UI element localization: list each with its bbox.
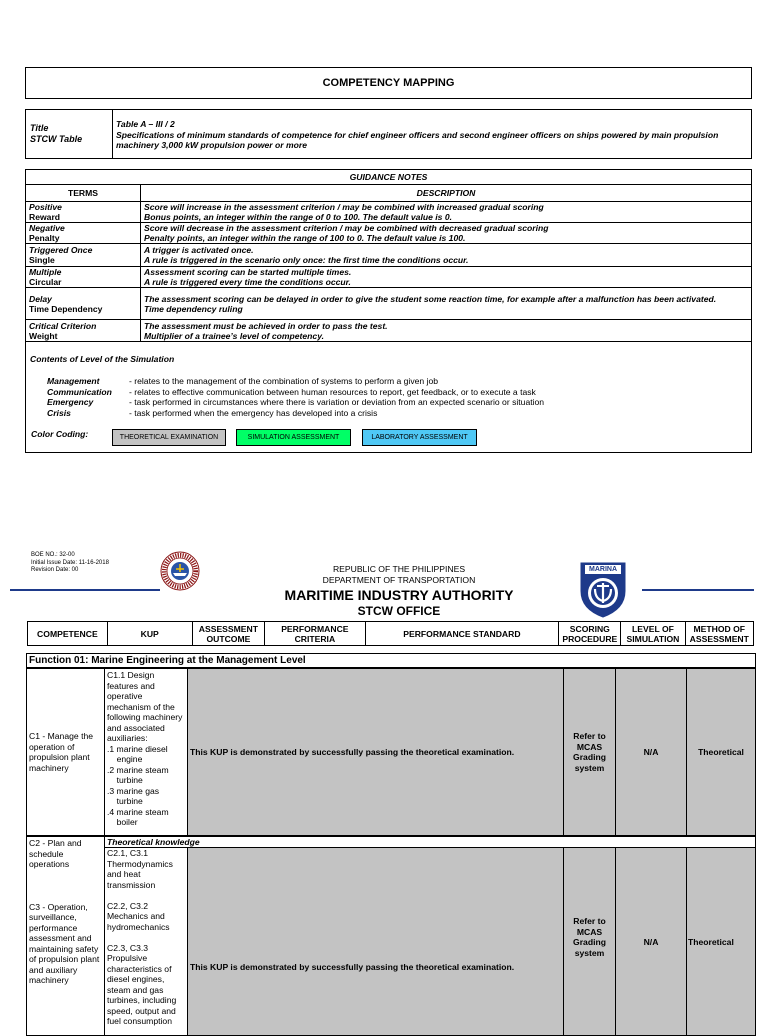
level-desc-crisis: - task performed when the emergency has developed into a crisis: [129, 407, 378, 418]
row1-standard: This KUP is demonstrated by successfully passing the theoretical examination.: [188, 669, 564, 835]
department-line: DEPARTMENT OF TRANSPORTATION: [322, 575, 476, 585]
badge-simulation: SIMULATION ASSESSMENT: [236, 429, 351, 446]
stcw-values: [116, 110, 747, 151]
competency-mapping-title: [25, 67, 752, 99]
stcw-labels: [26, 110, 113, 158]
guidance-notes-box: [25, 169, 752, 453]
guidance-row: [26, 244, 751, 267]
competency-mapping-heading: COMPETENCY MAPPING: [322, 77, 455, 89]
mapping-row-2: [26, 836, 756, 1036]
term-primary: Critical Criterion: [29, 320, 97, 331]
term-secondary: Circular: [29, 277, 62, 287]
specification-text: Specifications of minimum standards of competence for chief engineer officers and second engineer officers on ships powered by main propulsion machinery 3,000 kW propulsion power or more: [116, 129, 719, 150]
header-rule-right: [642, 589, 754, 591]
col-performance-standard: PERFORMANCE STANDARD: [365, 622, 559, 646]
row1-level: N/A: [616, 669, 687, 835]
col-level-of-simulation: LEVEL OF SIMULATION: [621, 622, 685, 646]
row2-scoring: Refer to MCAS Grading system: [564, 848, 616, 1035]
color-coding-label: Color Coding:: [31, 429, 89, 439]
authority-name: MARITIME INDUSTRY AUTHORITY: [284, 587, 514, 603]
term-primary: Multiple: [29, 267, 62, 277]
desc-line-2: Bonus points, an integer within the range of 0 to 100. The default value is 0.: [144, 212, 452, 222]
desc-line-2: Penalty points, an integer within the range of 100 to 0. The default value is 100.: [144, 233, 466, 243]
term-primary: Positive: [29, 202, 62, 212]
term-secondary: Reward: [29, 212, 61, 222]
desc-line-1: The assessment scoring can be delayed in order to give the student some reaction time, for example after a malfunction has been activated.: [144, 293, 717, 304]
guidance-row: [26, 223, 751, 244]
row2-competence-c2: C2 - Plan and schedule operations: [29, 838, 82, 869]
level-descriptions: [129, 376, 544, 418]
stcw-table-label: STCW Table: [30, 134, 83, 144]
table-reference: Table A – III / 2: [116, 119, 175, 129]
level-name-management: Management: [47, 376, 100, 386]
level-desc-communication: - relates to effective communication between human resources to report, get feedback, or to execute a task: [129, 386, 536, 397]
dotr-seal-icon: [160, 551, 200, 591]
level-desc-management: - relates to the management of the combination of systems to perform a given job: [129, 376, 439, 386]
desc-line-2: Time dependency ruling: [144, 303, 243, 314]
function-title: Function 01: Marine Engineering at the Management Level: [26, 653, 756, 668]
term-secondary: Single: [29, 255, 55, 265]
guidance-table: [26, 170, 751, 342]
level-desc-emergency: - task performed in circumstances where there is variation or deviation from an expected scenario or situation: [129, 397, 545, 407]
row2-level: N/A: [616, 848, 687, 1035]
badge-theoretical: THEORETICAL EXAMINATION: [112, 429, 226, 446]
guidance-row: [26, 267, 751, 288]
term-secondary: Penalty: [29, 233, 60, 243]
row2-competence: [27, 837, 105, 1035]
revision-date: Revision Date: 00: [31, 567, 79, 573]
mapping-row-1: [26, 668, 756, 836]
term-secondary: Weight: [29, 330, 58, 341]
level-name-emergency: Emergency: [47, 397, 94, 407]
desc-line-1: The assessment must be achieved in order to pass the test.: [144, 320, 388, 331]
desc-line-1: A trigger is activated once.: [144, 245, 254, 255]
level-name-communication: Communication: [47, 386, 112, 397]
theoretical-knowledge-label: Theoretical knowledge: [105, 837, 755, 848]
term-primary: Negative: [29, 223, 65, 233]
row1-scoring: Refer to MCAS Grading system: [564, 669, 616, 835]
row2-standard: This KUP is demonstrated by successfully passing the theoretical examination.: [188, 848, 564, 1035]
levels-title: Contents of Level of the Simulation: [30, 354, 175, 364]
col-method-of-assessment: METHOD OF ASSESSMENT: [685, 622, 753, 646]
guidance-title: GUIDANCE NOTES: [26, 170, 751, 185]
title-label: Title: [30, 123, 49, 133]
term-secondary: Time Dependency: [29, 303, 103, 314]
marina-logo: [578, 561, 628, 619]
col-kup: KUP: [107, 622, 192, 646]
row1-kup: C1.1 Design features and operative mechanism of the following machinery and associated auxiliaries: .1 marine diesel engine .2 marine steam turbine .3 marine gas turbine .4 marine steam boiler: [105, 669, 188, 835]
desc-line-2: A rule is triggered every time the conditions occur.: [144, 277, 351, 287]
row1-competence: C1 - Manage the operation of propulsion plant machinery: [27, 669, 105, 835]
guidance-row: [26, 320, 751, 342]
republic-line: REPUBLIC OF THE PHILIPPINES: [332, 564, 466, 574]
description-header: DESCRIPTION: [141, 185, 752, 202]
badge-laboratory: LABORATORY ASSESSMENT: [362, 429, 477, 446]
desc-line-2: Multiplier of a trainee’s level of competency.: [144, 330, 325, 341]
agency-header: [200, 564, 598, 586]
level-names: [47, 376, 112, 418]
level-name-crisis: Crisis: [47, 407, 71, 418]
col-assessment-outcome: ASSESSMENT OUTCOME: [192, 622, 264, 646]
row2-competence-c3: C3 - Operation, surveillance, performance assessment and maintaining safety of propulsion plant and auxiliary machinery: [29, 901, 100, 985]
col-scoring-procedure: SCORING PROCEDURE: [559, 622, 621, 646]
desc-line-1: Score will increase in the assessment criterion / may be combined with increased gradual scoring: [144, 202, 544, 212]
col-performance-criteria: PERFORMANCE CRITERIA: [265, 622, 365, 646]
initial-issue-date: Initial Issue Date: 11-16-2018: [31, 559, 109, 566]
document-meta: [31, 552, 109, 575]
row2-method: Theoretical: [687, 848, 755, 1035]
mapping-header-table: [27, 621, 754, 646]
guidance-row: [26, 202, 751, 223]
term-primary: Triggered Once: [29, 245, 93, 255]
desc-line-1: Score will decrease in the assessment criterion / may be combined with decreased gradual scoring: [144, 223, 549, 233]
header-rule-left: [10, 589, 160, 591]
terms-header: TERMS: [26, 185, 141, 202]
row2-kup: C2.1, C3.1 Thermodynamics and heat transmission C2.2, C3.2 Mechanics and hydromechanics C2.3, C3.3 Propulsive characteristics of diesel engines, steam and gas turbines, including speed, output and fuel consumption: [105, 848, 188, 1035]
desc-line-2: A rule is triggered in the scenario only once: the first time the conditions occur.: [144, 255, 469, 265]
office-name: STCW OFFICE: [357, 604, 441, 618]
dotr-seal-logo: [160, 551, 200, 591]
guidance-row: [26, 288, 751, 320]
col-competence: COMPETENCE: [28, 622, 108, 646]
stcw-table-box: [25, 109, 752, 159]
term-primary: Delay: [29, 293, 52, 304]
boe-number: BOE NO.: 32-00: [31, 552, 75, 558]
marina-logo-text: MARINA: [589, 566, 617, 573]
desc-line-1: Assessment scoring can be started multiple times.: [144, 267, 352, 277]
row1-method: Theoretical: [687, 669, 755, 835]
